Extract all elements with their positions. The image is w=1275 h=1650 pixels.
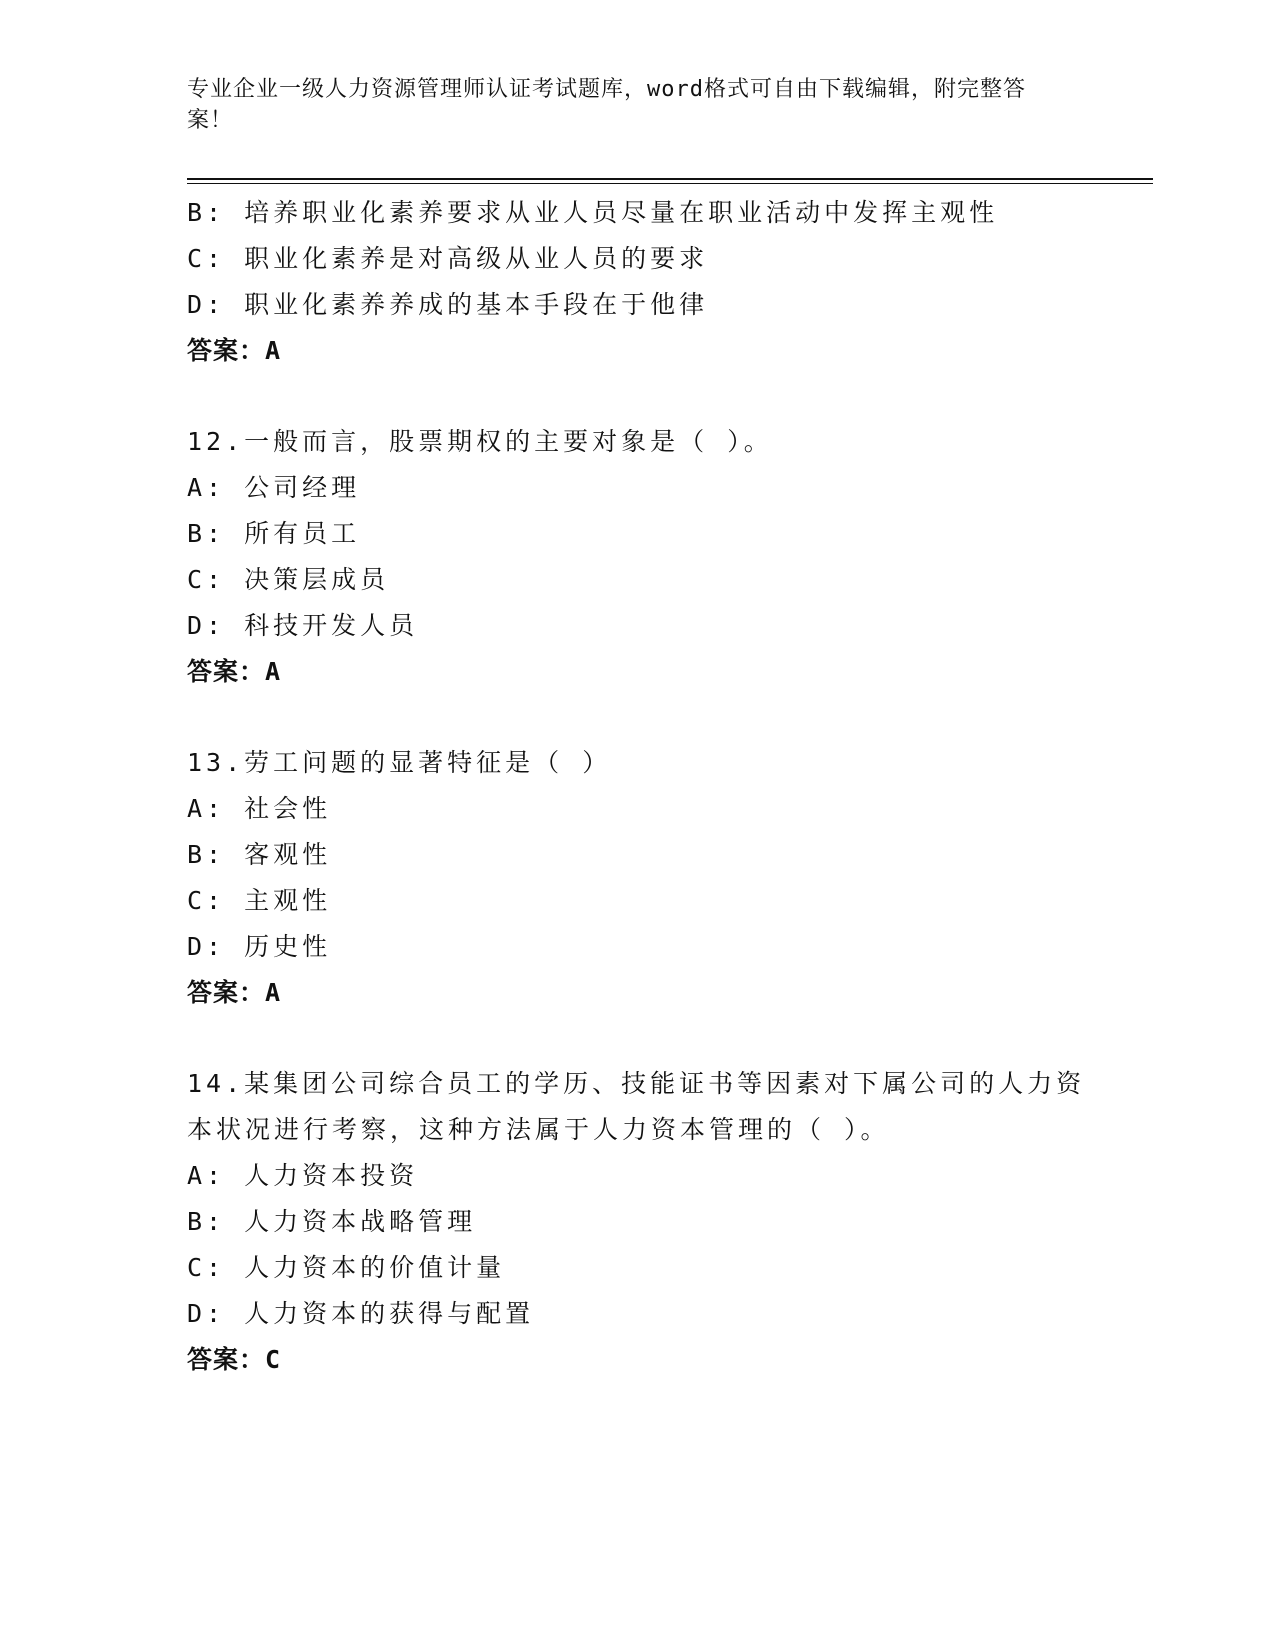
option-d: D: 历史性 [187, 932, 332, 961]
option-c: C: 决策层成员 [187, 565, 390, 594]
question-11-partial [187, 190, 1087, 374]
question-12 [187, 419, 1087, 695]
header-rule-thick [187, 178, 1153, 180]
question-14 [187, 1061, 1087, 1383]
option-d: D: 职业化素养养成的基本手段在于他律 [187, 290, 709, 319]
option-d: D: 人力资本的获得与配置 [187, 1299, 535, 1328]
option-b: B: 人力资本战略管理 [187, 1207, 477, 1236]
question-stem: 13.劳工问题的显著特征是（ ） [187, 748, 612, 777]
document-header: 专业企业一级人力资源管理师认证考试题库，word格式可自由下载编辑，附完整答案！ [187, 77, 1026, 133]
answer: 答案：C [187, 1345, 282, 1374]
document-body [187, 190, 1087, 1383]
option-d: D: 科技开发人员 [187, 611, 419, 640]
option-c: C: 主观性 [187, 886, 332, 915]
option-c: C: 人力资本的价值计量 [187, 1253, 506, 1282]
option-a: A: 公司经理 [187, 473, 361, 502]
answer: 答案：A [187, 657, 282, 686]
question-13 [187, 740, 1087, 1016]
option-b: B: 客观性 [187, 840, 332, 869]
option-a: A: 人力资本投资 [187, 1161, 419, 1190]
question-stem: 12.一般而言，股票期权的主要对象是（ ）。 [187, 427, 773, 456]
option-c: C: 职业化素养是对高级从业人员的要求 [187, 244, 709, 273]
question-stem: 14.某集团公司综合员工的学历、技能证书等因素对下属公司的人力资本状况进行考察，这种方法属于人力资本管理的（ ）。 [187, 1069, 1086, 1144]
option-b: B: 所有员工 [187, 519, 361, 548]
option-b: B: 培养职业化素养要求从业人员尽量在职业活动中发挥主观性 [187, 198, 999, 227]
answer: 答案：A [187, 978, 282, 1007]
answer: 答案：A [187, 336, 282, 365]
option-a: A: 社会性 [187, 794, 332, 823]
header-rule-thin [187, 183, 1153, 184]
